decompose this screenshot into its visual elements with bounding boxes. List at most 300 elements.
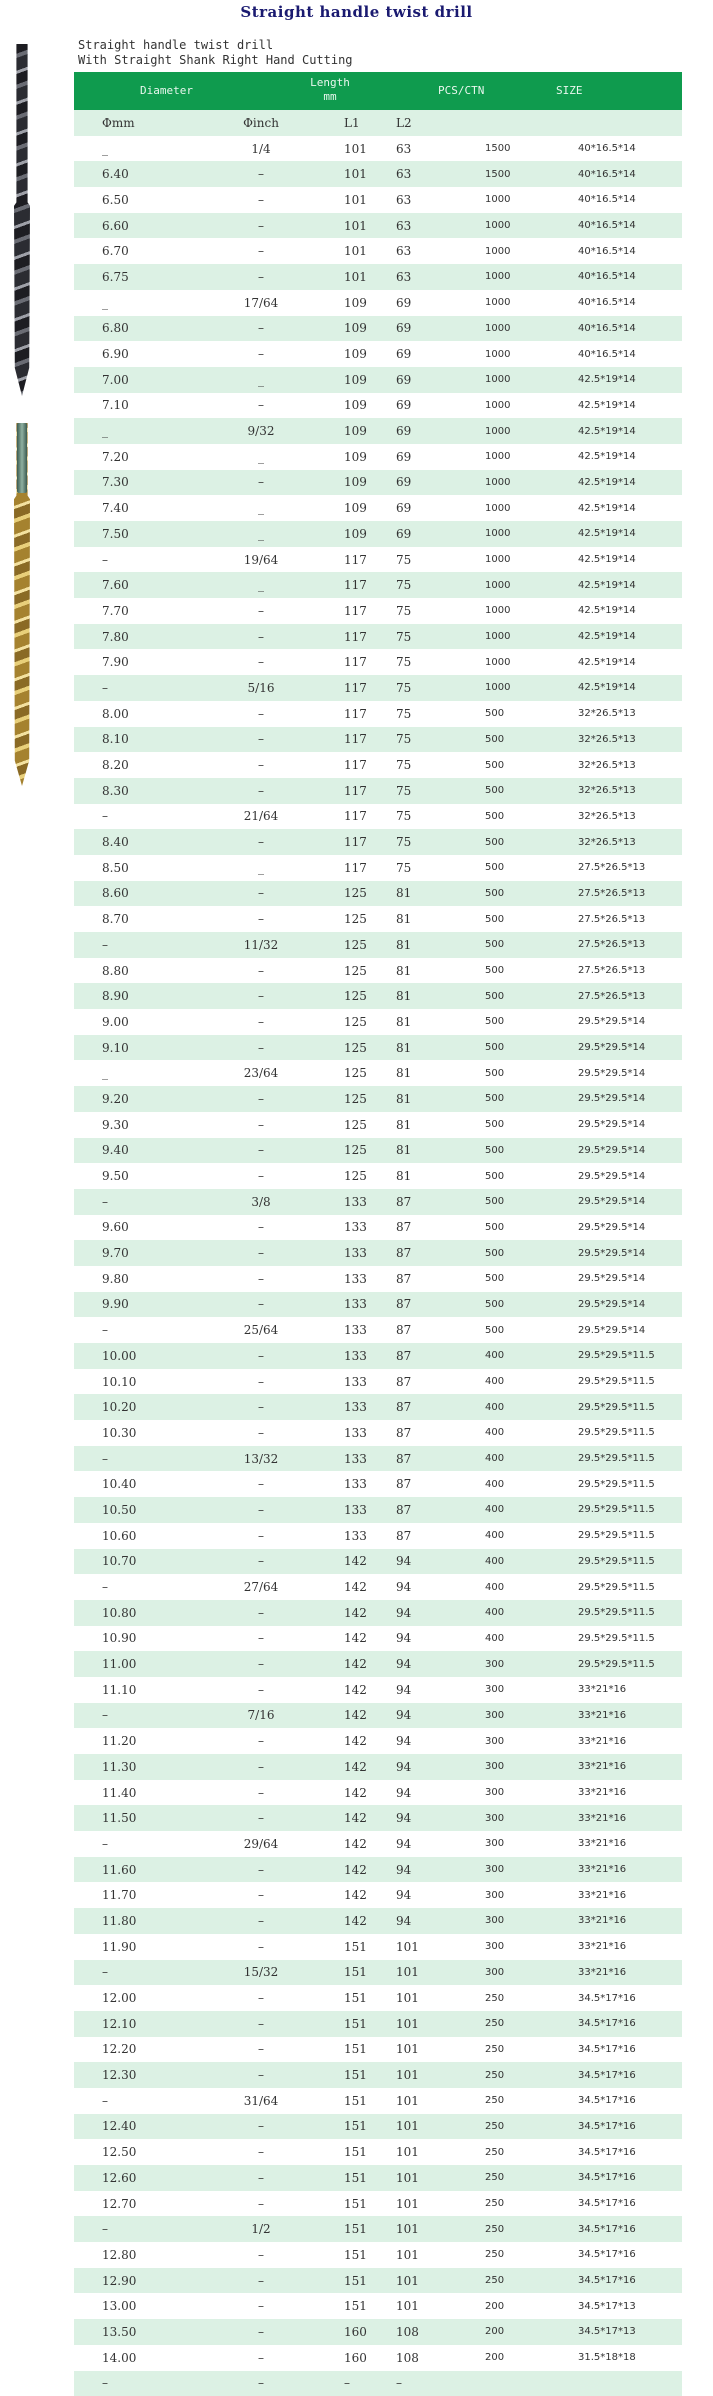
table-body: [74, 110, 682, 2396]
cell-mm: 7.10: [74, 398, 186, 412]
cell-mm: 6.70: [74, 244, 186, 258]
cell-size: 27.5*26.5*13: [578, 914, 682, 925]
cell-l2: 94: [384, 1837, 476, 1851]
cell-inch: –: [186, 1811, 326, 1825]
cell-size: 29.5*29.5*14: [578, 1042, 682, 1053]
cell-size: 33*21*16: [578, 1941, 682, 1952]
cell-l1: 133: [326, 1272, 384, 1286]
cell-mm: 14.00: [74, 2351, 186, 2365]
cell-l2: 101: [384, 2274, 476, 2288]
cell-l1: 142: [326, 1734, 384, 1748]
cell-size: 33*21*16: [578, 1864, 682, 1875]
cell-mm: 13.50: [74, 2325, 186, 2339]
cell-size: 42.5*19*14: [578, 682, 682, 693]
cell-mm: 10.40: [74, 1477, 186, 1491]
table-row: [74, 2319, 682, 2345]
table-row: [74, 727, 682, 753]
cell-size: 42.5*19*14: [578, 503, 682, 514]
cell-pcs: 500: [476, 1042, 578, 1053]
cell-pcs: 1000: [476, 323, 578, 334]
cell-mm: _: [74, 424, 186, 438]
cell-mm: 6.80: [74, 321, 186, 335]
cell-pcs: 500: [476, 1145, 578, 1156]
cell-pcs: 250: [476, 1993, 578, 2004]
cell-l1: 160: [326, 2325, 384, 2339]
cell-pcs: 500: [476, 785, 578, 796]
table-header: [74, 72, 682, 110]
cell-l1: 109: [326, 398, 384, 412]
spec-table: [74, 72, 682, 2396]
cell-l1: 117: [326, 707, 384, 721]
cell-mm: 7.50: [74, 527, 186, 541]
cell-pcs: 300: [476, 1864, 578, 1875]
cell-mm: 11.30: [74, 1760, 186, 1774]
table-row: [74, 649, 682, 675]
cell-l1: 133: [326, 1375, 384, 1389]
cell-size: 33*21*16: [578, 1915, 682, 1926]
cell-size: 33*21*16: [578, 1684, 682, 1695]
cell-pcs: 1000: [476, 374, 578, 385]
cell-l2: 69: [384, 398, 476, 412]
cell-inch: _: [186, 527, 326, 541]
cell-size: 27.5*26.5*13: [578, 991, 682, 1002]
cell-mm: 11.20: [74, 1734, 186, 1748]
cell-l1: 151: [326, 1940, 384, 1954]
cell-inch: –: [186, 244, 326, 258]
cell-l1: 109: [326, 373, 384, 387]
cell-l1: 109: [326, 450, 384, 464]
cell-pcs: 1000: [476, 605, 578, 616]
cell-inch: _: [186, 501, 326, 515]
cell-pcs: 400: [476, 1376, 578, 1387]
cell-mm: 6.50: [74, 193, 186, 207]
cell-l2: 101: [384, 2068, 476, 2082]
table-row: [74, 598, 682, 624]
cell-size: 27.5*26.5*13: [578, 965, 682, 976]
cell-size: 29.5*29.5*14: [578, 1273, 682, 1284]
cell-mm: 11.90: [74, 1940, 186, 1954]
cell-pcs: 1000: [476, 580, 578, 591]
cell-l2: 81: [384, 964, 476, 978]
table-row: [74, 161, 682, 187]
cell-l1: 151: [326, 2197, 384, 2211]
table-row: [74, 624, 682, 650]
cell-l1: 142: [326, 1811, 384, 1825]
cell-l2: 81: [384, 1066, 476, 1080]
cell-l2: 101: [384, 1991, 476, 2005]
table-row: [74, 1317, 682, 1343]
cell-pcs: 300: [476, 1890, 578, 1901]
cell-size: 34.5*17*16: [578, 2044, 682, 2055]
cell-size: 42.5*19*14: [578, 400, 682, 411]
subheader-inch: Φinch: [186, 116, 326, 130]
cell-size: 27.5*26.5*13: [578, 939, 682, 950]
cell-inch: 7/16: [186, 1708, 326, 1722]
cell-l2: 101: [384, 2145, 476, 2159]
cell-mm: 8.10: [74, 732, 186, 746]
cell-inch: –: [186, 1272, 326, 1286]
cell-mm: 12.20: [74, 2042, 186, 2056]
cell-l1: 133: [326, 1452, 384, 1466]
table-row: [74, 752, 682, 778]
cell-mm: 10.80: [74, 1606, 186, 1620]
cell-l1: 125: [326, 1169, 384, 1183]
cell-pcs: 400: [476, 1504, 578, 1515]
cell-size: 33*21*16: [578, 1967, 682, 1978]
cell-size: 32*26.5*13: [578, 708, 682, 719]
cell-size: 40*16.5*14: [578, 169, 682, 180]
cell-pcs: 1000: [476, 477, 578, 488]
table-row: [74, 1728, 682, 1754]
cell-l1: 151: [326, 1991, 384, 2005]
cell-inch: –: [186, 219, 326, 233]
cell-size: 29.5*29.5*11.5: [578, 1350, 682, 1361]
table-row: [74, 1882, 682, 1908]
cell-l2: 87: [384, 1297, 476, 1311]
cell-l1: 109: [326, 424, 384, 438]
cell-mm: 11.00: [74, 1657, 186, 1671]
cell-pcs: 400: [476, 1530, 578, 1541]
cell-l2: 69: [384, 450, 476, 464]
cell-l1: 151: [326, 2274, 384, 2288]
cell-l2: 94: [384, 1786, 476, 1800]
table-row: [74, 264, 682, 290]
cell-pcs: 500: [476, 862, 578, 873]
cell-l1: 101: [326, 142, 384, 156]
cell-l2: 75: [384, 553, 476, 567]
cell-l1: 142: [326, 1863, 384, 1877]
cell-mm: –: [74, 1195, 186, 1209]
cell-l2: 75: [384, 835, 476, 849]
table-row: [74, 2139, 682, 2165]
cell-pcs: 1000: [476, 528, 578, 539]
cell-size: 29.5*29.5*11.5: [578, 1582, 682, 1593]
subheader-mm: Φmm: [74, 116, 186, 130]
cell-l1: 151: [326, 2171, 384, 2185]
cell-inch: –: [186, 835, 326, 849]
table-row: [74, 572, 682, 598]
cell-pcs: 250: [476, 2070, 578, 2081]
cell-inch: –: [186, 1554, 326, 1568]
table-row: [74, 1292, 682, 1318]
cell-size: 42.5*19*14: [578, 605, 682, 616]
table-row: [74, 393, 682, 419]
cell-l1: 125: [326, 1015, 384, 1029]
cell-inch: 3/8: [186, 1195, 326, 1209]
cell-l2: 69: [384, 347, 476, 361]
cell-size: 29.5*29.5*14: [578, 1119, 682, 1130]
cell-size: 29.5*29.5*14: [578, 1068, 682, 1079]
cell-l1: 151: [326, 2068, 384, 2082]
cell-l2: 94: [384, 1580, 476, 1594]
table-row: [74, 906, 682, 932]
cell-mm: –: [74, 1323, 186, 1337]
cell-size: 29.5*29.5*11.5: [578, 1530, 682, 1541]
cell-l2: 69: [384, 527, 476, 541]
cell-l2: 63: [384, 193, 476, 207]
cell-pcs: 300: [476, 1838, 578, 1849]
cell-l1: 142: [326, 1606, 384, 1620]
cell-inch: –: [186, 1914, 326, 1928]
cell-mm: 6.75: [74, 270, 186, 284]
cell-size: 29.5*29.5*14: [578, 1171, 682, 1182]
cell-mm: 6.90: [74, 347, 186, 361]
cell-l2: 87: [384, 1503, 476, 1517]
cell-pcs: 400: [476, 1556, 578, 1567]
cell-inch: –: [186, 475, 326, 489]
cell-l1: 125: [326, 1118, 384, 1132]
cell-size: 33*21*16: [578, 1761, 682, 1772]
cell-l1: 133: [326, 1323, 384, 1337]
cell-l1: 151: [326, 1965, 384, 1979]
cell-inch: –: [186, 964, 326, 978]
cell-l2: 101: [384, 1940, 476, 1954]
cell-l2: 81: [384, 989, 476, 1003]
cell-l1: 142: [326, 1683, 384, 1697]
cell-inch: –: [186, 321, 326, 335]
cell-inch: –: [186, 167, 326, 181]
table-row: [74, 341, 682, 367]
cell-l2: 81: [384, 1143, 476, 1157]
table-row: [74, 1600, 682, 1626]
cell-pcs: 500: [476, 1325, 578, 1336]
cell-l2: 94: [384, 1734, 476, 1748]
cell-size: 34.5*17*16: [578, 2070, 682, 2081]
cell-mm: 10.90: [74, 1631, 186, 1645]
cell-pcs: 300: [476, 1761, 578, 1772]
cell-inch: –: [186, 1220, 326, 1234]
cell-inch: _: [186, 861, 326, 875]
cell-l1: 117: [326, 758, 384, 772]
subheader-l2: L2: [384, 116, 476, 130]
cell-inch: –: [186, 1683, 326, 1697]
cell-inch: –: [186, 1118, 326, 1132]
cell-size: 40*16.5*14: [578, 220, 682, 231]
cell-l1: 151: [326, 2042, 384, 2056]
cell-mm: 10.60: [74, 1529, 186, 1543]
cell-inch: –: [186, 1297, 326, 1311]
cell-inch: 1/4: [186, 142, 326, 156]
cell-l1: 151: [326, 2222, 384, 2236]
cell-l2: 87: [384, 1400, 476, 1414]
cell-pcs: 500: [476, 1068, 578, 1079]
table-row: [74, 932, 682, 958]
cell-l2: 101: [384, 2248, 476, 2262]
cell-pcs: 250: [476, 2018, 578, 2029]
cell-pcs: 500: [476, 939, 578, 950]
cell-l1: 142: [326, 1786, 384, 1800]
table-row: [74, 1908, 682, 1934]
cell-pcs: 400: [476, 1350, 578, 1361]
cell-l1: 117: [326, 655, 384, 669]
cell-l1: 125: [326, 912, 384, 926]
cell-size: 31.5*18*18: [578, 2352, 682, 2363]
cell-inch: –: [186, 1349, 326, 1363]
cell-inch: _: [186, 578, 326, 592]
cell-inch: –: [186, 2119, 326, 2133]
cell-l2: 94: [384, 1863, 476, 1877]
cell-size: 40*16.5*14: [578, 349, 682, 360]
table-row: [74, 1035, 682, 1061]
cell-inch: –: [186, 758, 326, 772]
cell-l2: 75: [384, 707, 476, 721]
table-row: [74, 1343, 682, 1369]
cell-pcs: 500: [476, 811, 578, 822]
cell-l2: 94: [384, 1657, 476, 1671]
table-row: [74, 2345, 682, 2371]
cell-pcs: 200: [476, 2301, 578, 2312]
cell-l2: 81: [384, 938, 476, 952]
table-row: [74, 1831, 682, 1857]
cell-l1: –: [326, 2376, 384, 2390]
cell-l2: 94: [384, 1914, 476, 1928]
cell-mm: 8.40: [74, 835, 186, 849]
cell-pcs: 500: [476, 1119, 578, 1130]
cell-l1: 142: [326, 1708, 384, 1722]
cell-inch: 29/64: [186, 1837, 326, 1851]
cell-size: 29.5*29.5*14: [578, 1299, 682, 1310]
cell-l1: 133: [326, 1195, 384, 1209]
cell-mm: 7.00: [74, 373, 186, 387]
cell-mm: 8.80: [74, 964, 186, 978]
cell-l1: 109: [326, 321, 384, 335]
cell-mm: 8.30: [74, 784, 186, 798]
cell-l2: –: [384, 2376, 476, 2390]
cell-l1: 133: [326, 1349, 384, 1363]
table-row: [74, 187, 682, 213]
cell-l1: 133: [326, 1477, 384, 1491]
cell-inch: –: [186, 1863, 326, 1877]
cell-l1: 142: [326, 1760, 384, 1774]
cell-mm: 8.00: [74, 707, 186, 721]
header-length-unit: mm: [300, 90, 360, 104]
cell-l1: 101: [326, 193, 384, 207]
table-row: [74, 1754, 682, 1780]
cell-mm: 9.00: [74, 1015, 186, 1029]
cell-l1: 125: [326, 886, 384, 900]
cell-l2: 101: [384, 2222, 476, 2236]
cell-l2: 108: [384, 2325, 476, 2339]
cell-mm: 9.50: [74, 1169, 186, 1183]
cell-pcs: 1000: [476, 349, 578, 360]
table-row: [74, 1112, 682, 1138]
cell-size: 42.5*19*14: [578, 580, 682, 591]
cell-mm: 8.60: [74, 886, 186, 900]
table-row: [74, 675, 682, 701]
header-pcs: PCS/CTN: [438, 84, 484, 97]
cell-inch: 13/32: [186, 1452, 326, 1466]
cell-size: 33*21*16: [578, 1813, 682, 1824]
cell-mm: 11.10: [74, 1683, 186, 1697]
table-row: [74, 1857, 682, 1883]
cell-size: 42.5*19*14: [578, 657, 682, 668]
table-row: [74, 1677, 682, 1703]
cell-size: 42.5*19*14: [578, 554, 682, 565]
table-row: [74, 855, 682, 881]
cell-l1: 151: [326, 2119, 384, 2133]
black-drill-bit-image: [14, 44, 30, 396]
cell-inch: –: [186, 784, 326, 798]
cell-l2: 75: [384, 655, 476, 669]
cell-pcs: 300: [476, 1941, 578, 1952]
cell-size: 42.5*19*14: [578, 426, 682, 437]
table-row: [74, 1805, 682, 1831]
cell-mm: 12.40: [74, 2119, 186, 2133]
cell-l1: 125: [326, 964, 384, 978]
cell-l1: 133: [326, 1246, 384, 1260]
cell-l2: 81: [384, 1092, 476, 1106]
table-row: [74, 316, 682, 342]
cell-mm: 8.20: [74, 758, 186, 772]
cell-l2: 87: [384, 1477, 476, 1491]
cell-pcs: 250: [476, 2249, 578, 2260]
cell-l2: 87: [384, 1246, 476, 1260]
cell-size: 40*16.5*14: [578, 143, 682, 154]
cell-l1: 125: [326, 1041, 384, 1055]
table-row: [74, 2037, 682, 2063]
cell-l1: 109: [326, 475, 384, 489]
table-row: [74, 1420, 682, 1446]
table-row: [74, 1960, 682, 1986]
cell-inch: 25/64: [186, 1323, 326, 1337]
cell-l2: 94: [384, 1760, 476, 1774]
cell-l1: 142: [326, 1657, 384, 1671]
cell-l2: 75: [384, 758, 476, 772]
table-row: [74, 1780, 682, 1806]
cell-size: 40*16.5*14: [578, 246, 682, 257]
cell-l1: 117: [326, 784, 384, 798]
cell-size: 40*16.5*14: [578, 323, 682, 334]
table-row: [74, 367, 682, 393]
cell-inch: –: [186, 270, 326, 284]
cell-inch: 23/64: [186, 1066, 326, 1080]
cell-l1: 109: [326, 347, 384, 361]
cell-l2: 75: [384, 681, 476, 695]
cell-l2: 75: [384, 578, 476, 592]
cell-inch: –: [186, 630, 326, 644]
cell-inch: –: [186, 2248, 326, 2262]
cell-pcs: 200: [476, 2352, 578, 2363]
cell-size: 29.5*29.5*11.5: [578, 1556, 682, 1567]
cell-pcs: 250: [476, 2224, 578, 2235]
table-row: [74, 2011, 682, 2037]
cell-mm: 9.10: [74, 1041, 186, 1055]
cell-mm: 11.50: [74, 1811, 186, 1825]
cell-mm: _: [74, 1066, 186, 1080]
cell-mm: 12.70: [74, 2197, 186, 2211]
cell-size: 29.5*29.5*14: [578, 1016, 682, 1027]
table-row: [74, 958, 682, 984]
cell-pcs: 1000: [476, 657, 578, 668]
cell-pcs: 500: [476, 991, 578, 1002]
cell-inch: –: [186, 2376, 326, 2390]
cell-l2: 101: [384, 2299, 476, 2313]
cell-l2: 81: [384, 886, 476, 900]
cell-l1: 109: [326, 527, 384, 541]
table-row: [74, 418, 682, 444]
cell-inch: –: [186, 1631, 326, 1645]
cell-size: 29.5*29.5*11.5: [578, 1479, 682, 1490]
cell-pcs: 400: [476, 1479, 578, 1490]
cell-l1: 133: [326, 1297, 384, 1311]
cell-size: 29.5*29.5*11.5: [578, 1427, 682, 1438]
table-row: [74, 1394, 682, 1420]
cell-mm: 11.40: [74, 1786, 186, 1800]
cell-size: 40*16.5*14: [578, 271, 682, 282]
cell-size: 27.5*26.5*13: [578, 862, 682, 873]
cell-size: 29.5*29.5*11.5: [578, 1402, 682, 1413]
cell-l1: 142: [326, 1554, 384, 1568]
